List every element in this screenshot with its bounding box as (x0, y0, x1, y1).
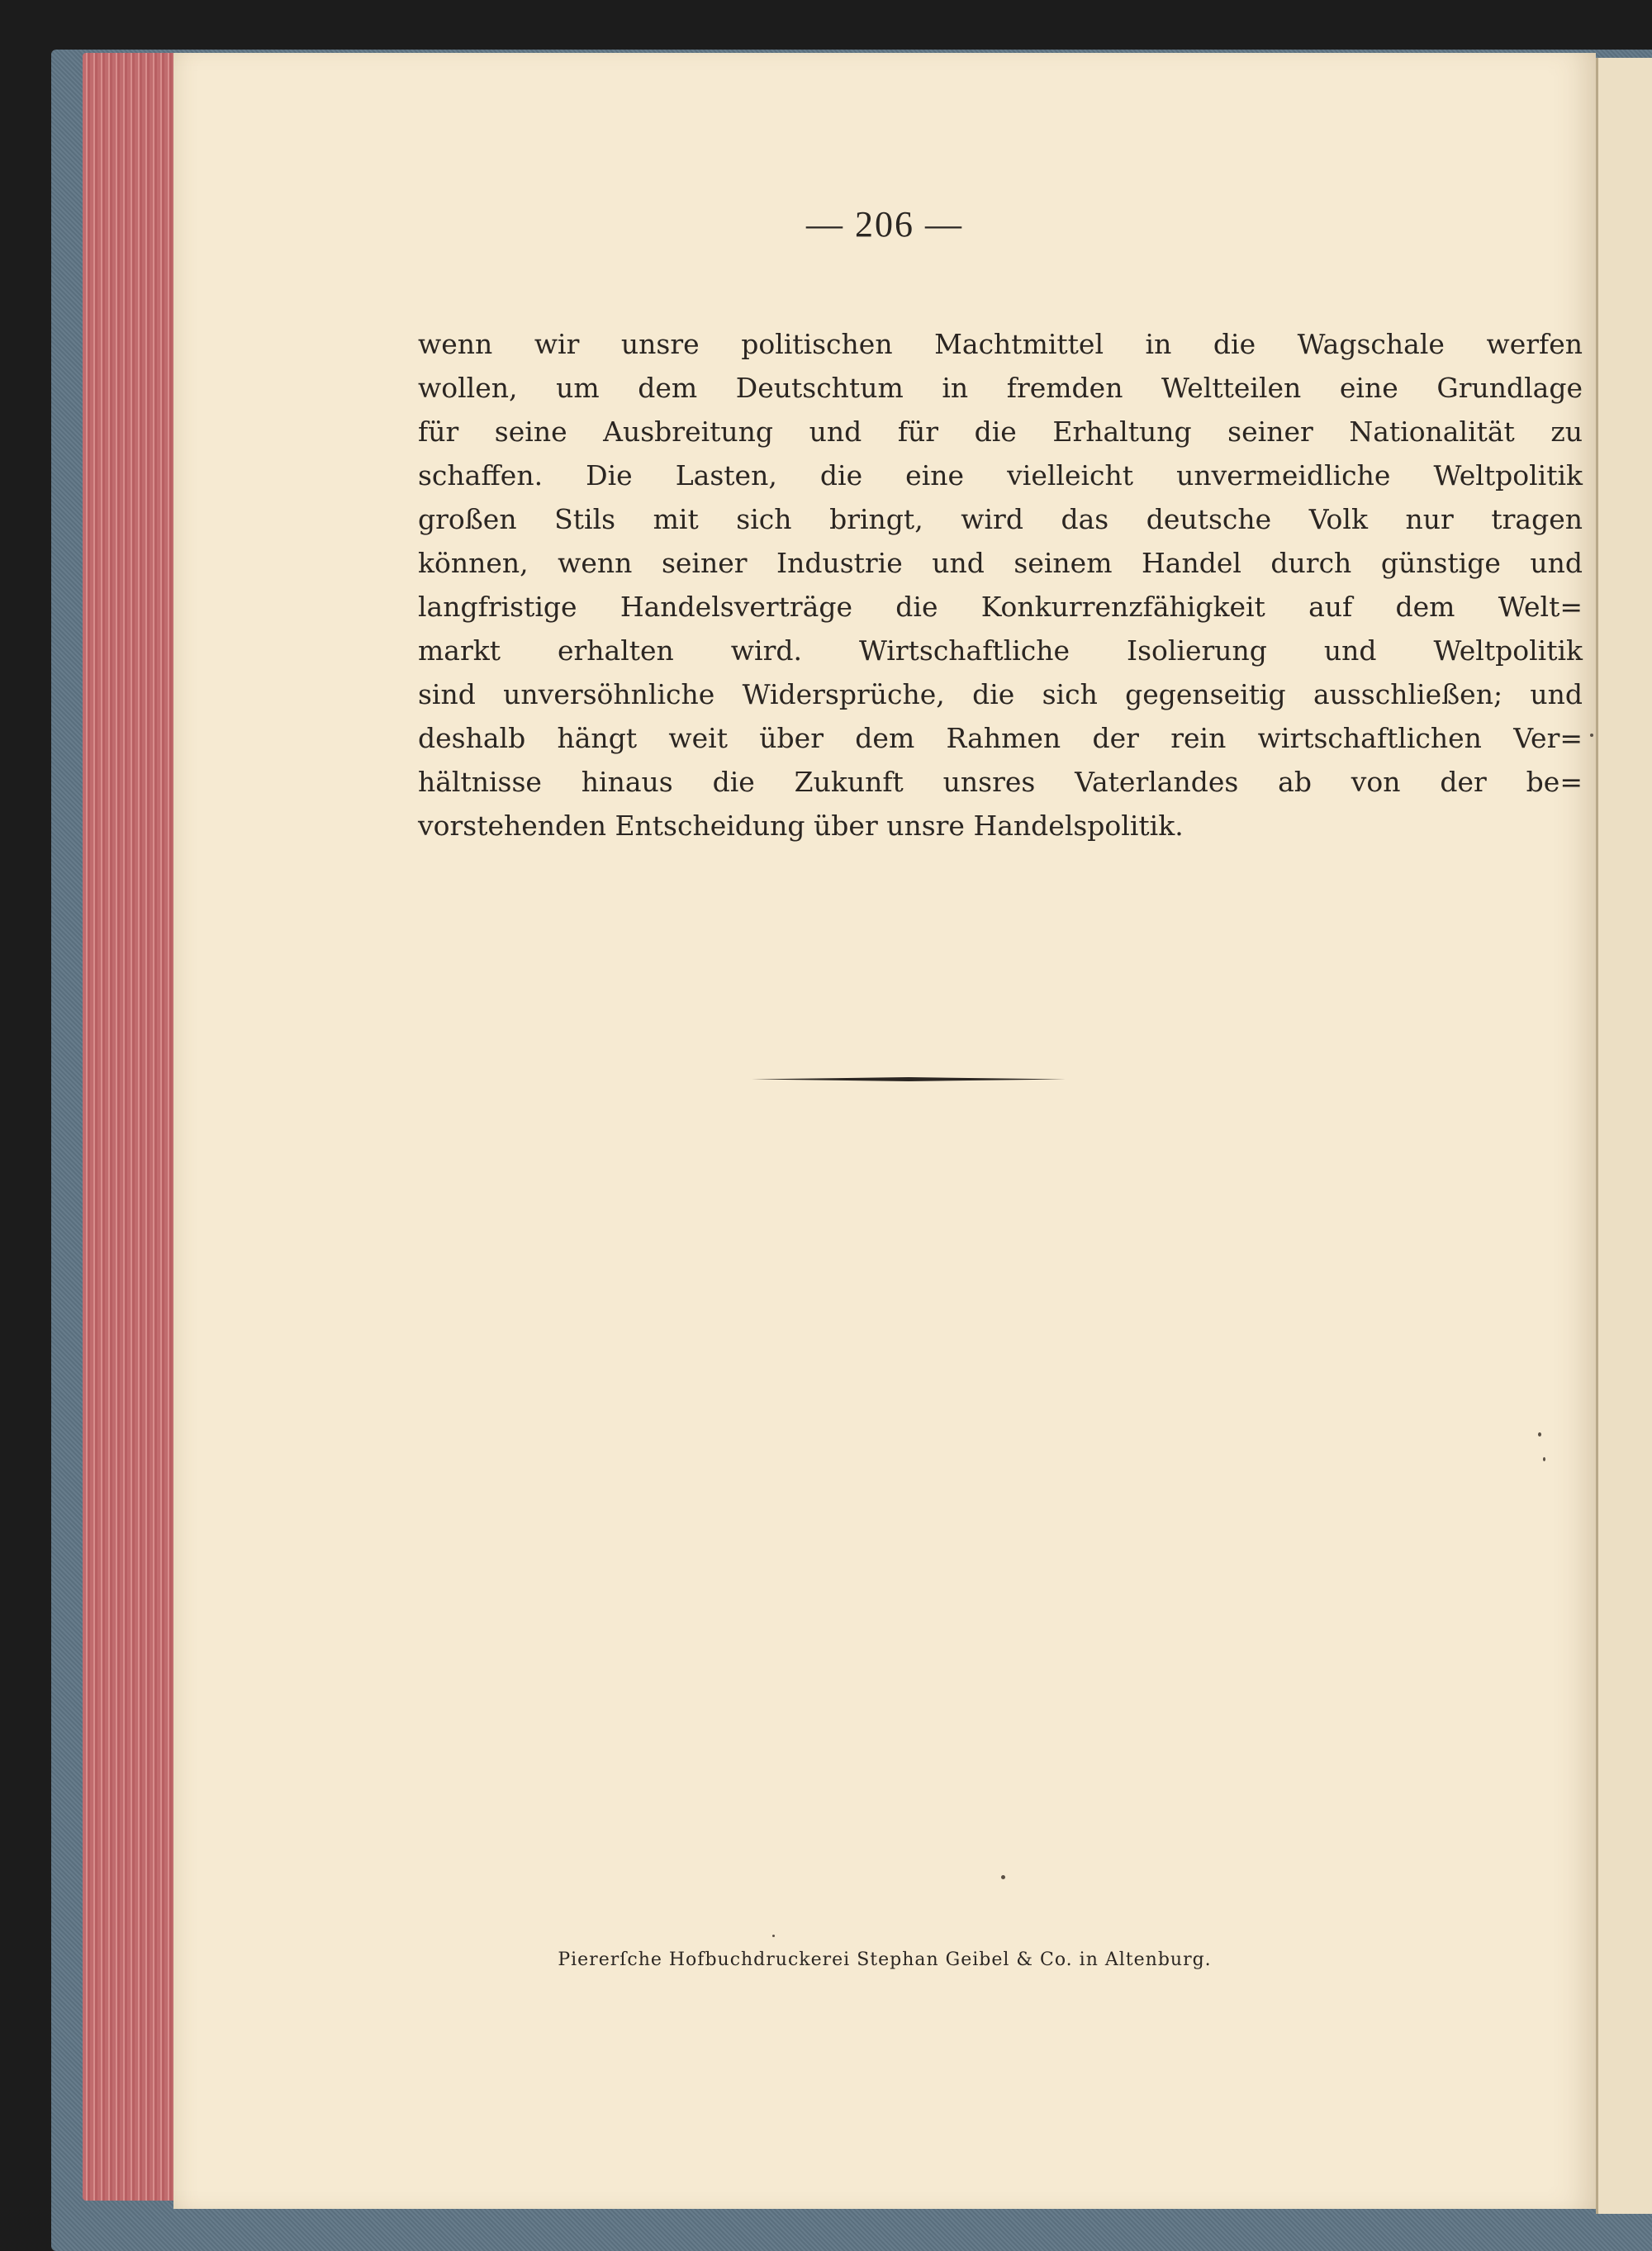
text-line: können, wenn seiner Industrie und seinem Handel durch günstige und (418, 547, 1583, 579)
text-line: deshalb hängt weit über dem Rahmen der rein wirtschaftlichen Ver= (418, 722, 1583, 754)
page-edges (83, 53, 182, 2201)
text-line: vorstehenden Entscheidung über unsre Handelspolitik. (418, 810, 1184, 842)
body-paragraph (418, 322, 1583, 848)
text-line: hältnisse hinaus die Zukunft unsres Vaterlandes ab von der be= (418, 766, 1583, 798)
text-line: großen Stils mit sich bringt, wird das deutsche Volk nur tragen (418, 503, 1583, 535)
text-line: wenn wir unsre politischen Machtmittel in die Wagschale werfen (418, 328, 1583, 360)
paper-speck (1543, 1457, 1545, 1461)
end-ornament-rule (752, 1077, 1066, 1081)
paper-speck (772, 1935, 775, 1937)
text-line: schaffen. Die Lasten, die eine vielleicht unvermeidliche Weltpolitik (418, 459, 1583, 492)
printer-imprint: Piererſche Hofbuchdruckerei Stephan Geibel & Co. in Altenburg. (558, 1949, 1212, 1970)
paper-speck (1590, 734, 1593, 737)
paper-speck (1538, 1432, 1541, 1437)
book-page (173, 53, 1596, 2209)
text-line: sind unversöhnliche Widersprüche, die sich gegenseitig ausschließen; und (418, 678, 1583, 710)
paper-speck (1001, 1875, 1005, 1879)
text-line: markt erhalten wird. Wirtschaftliche Isolierung und Weltpolitik (418, 634, 1583, 667)
page-number: — 206 — (806, 204, 963, 245)
text-line: für seine Ausbreitung und für die Erhaltung seiner Nationalität zu (418, 416, 1583, 448)
text-line: wollen, um dem Deutschtum in fremden Weltteilen eine Grundlage (418, 372, 1583, 404)
facing-page-edge (1596, 58, 1652, 2214)
text-line: langfristige Handelsverträge die Konkurrenzfähigkeit auf dem Welt= (418, 591, 1583, 623)
